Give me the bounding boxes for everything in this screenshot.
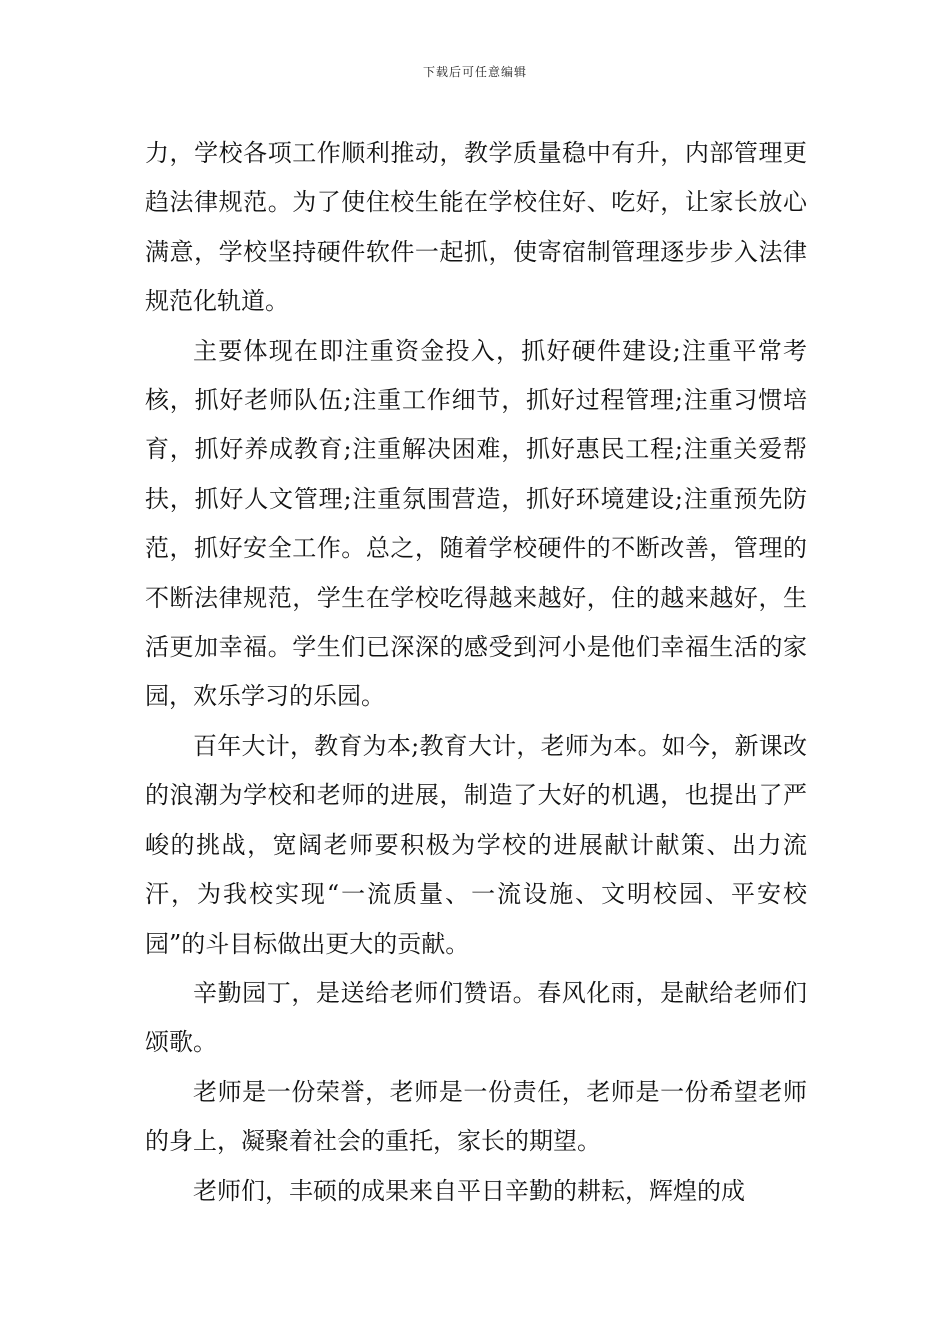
paragraph: 百年大计，教育为本;教育大计，老师为本。如今，新课改的浪潮为学校和老师的进展，制造了大好的机遇，也提出了严峻的挑战，宽阔老师要积极为学校的进展献计献策、出力流汗，为我校实现“一流质量、一流设施、文明校园、平安校园”的斗目标做出更大的贡献。 bbox=[145, 731, 807, 958]
paragraph: 老师是一份荣誉，老师是一份责任，老师是一份希望老师的身上，凝聚着社会的重托，家长的期望。 bbox=[145, 1077, 807, 1156]
document-body bbox=[145, 129, 807, 1216]
paragraph: 主要体现在即注重资金投入，抓好硬件建设;注重平常考核，抓好老师队伍;注重工作细节，抓好过程管理;注重习惯培育，抓好养成教育;注重解决困难，抓好惠民工程;注重关爱帮扶，抓好人文管理;注重氛围营造，抓好环境建设;注重预先防范，抓好安全工作。总之，随着学校硬件的不断改善，管理的不断法律规范，学生在学校吃得越来越好，住的越来越好，生活更加幸福。学生们已深深的感受到河小是他们幸福生活的家园，欢乐学习的乐园。 bbox=[145, 336, 807, 711]
page-header: 下载后可任意编辑 bbox=[422, 65, 527, 79]
paragraph: 辛勤园丁，是送给老师们赞语。春风化雨，是献给老师们颂歌。 bbox=[145, 978, 807, 1057]
paragraph: 力，学校各项工作顺利推动，教学质量稳中有升，内部管理更趋法律规范。为了使住校生能在学校住好、吃好，让家长放心满意，学校坚持硬件软件一起抓，使寄宿制管理逐步步入法律规范化轨道。 bbox=[145, 139, 807, 316]
paragraph: 老师们，丰硕的成果来自平日辛勤的耕耘，辉煌的成 bbox=[193, 1176, 745, 1205]
